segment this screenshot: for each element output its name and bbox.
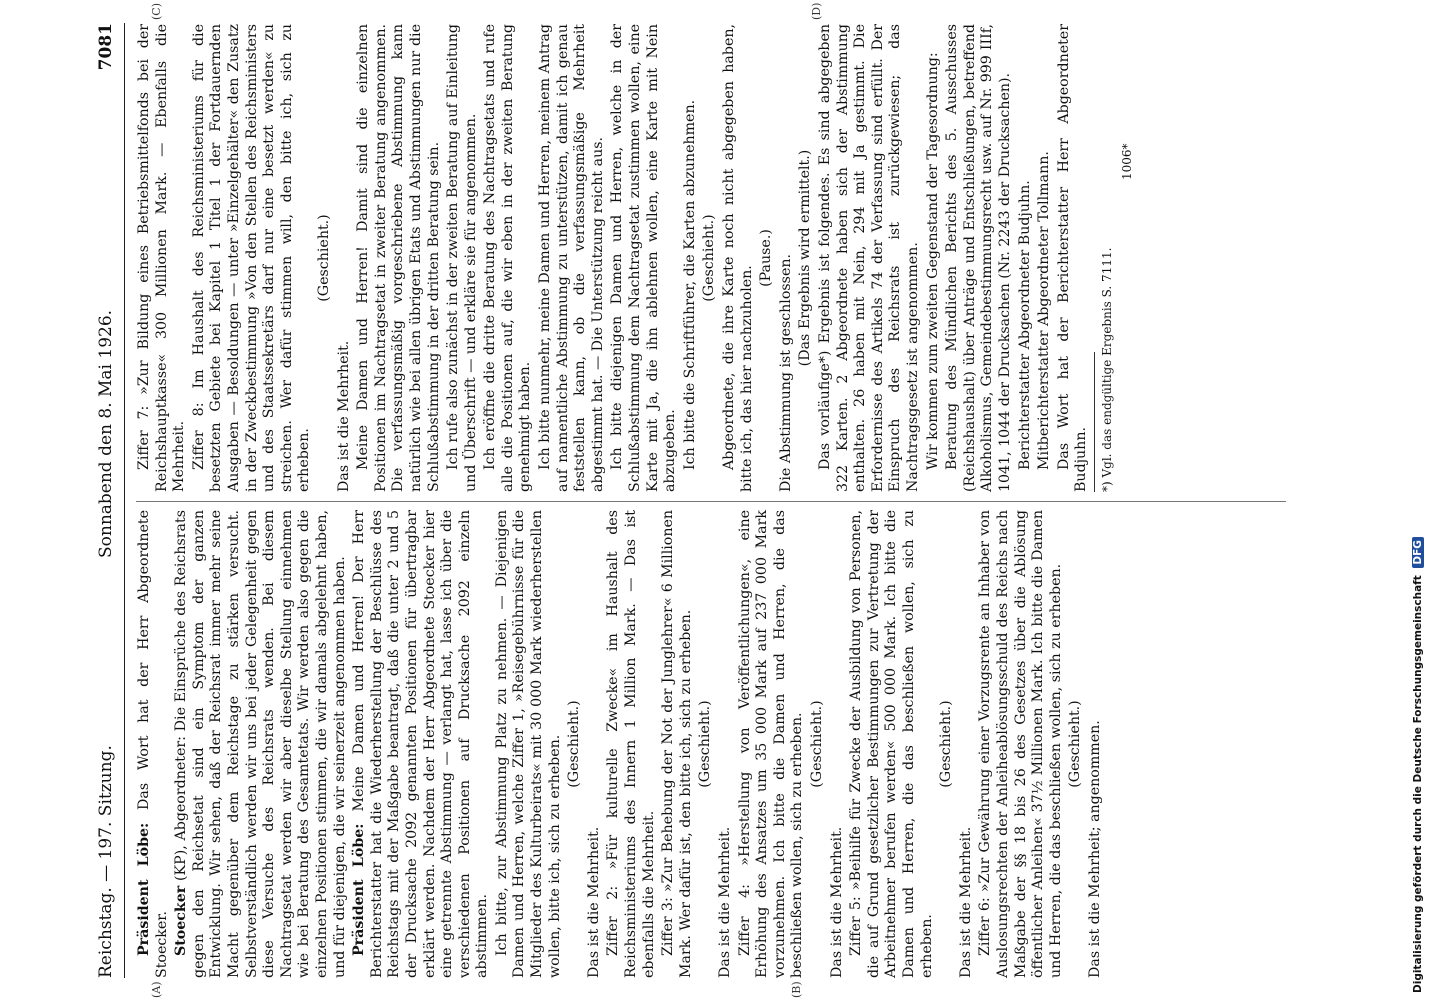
left-column-paragraph	[697, 510, 715, 978]
right-column-paragraph	[682, 24, 700, 492]
paragraph-text: (Geschieht.)	[701, 214, 718, 302]
right-column-paragraph	[721, 24, 756, 492]
paragraph-text: (Pause.)	[758, 229, 775, 287]
right-column-paragraph	[537, 24, 607, 492]
paragraph-text: Wir kommen zum zweiten Gegenstand der Tagesordnung:	[924, 52, 941, 470]
paragraph-text: (Das Ergebnis wird ermittelt.)	[797, 149, 814, 367]
left-column-paragraph	[809, 510, 827, 978]
right-column	[136, 24, 1093, 492]
paragraph-text: Ich eröffne die dritte Beratung des Nachtragsetats und rufe alle die Positionen auf, die wir eben in der zweiten Beratung genehmigt haben.	[482, 24, 534, 492]
paragraph-text: Das ist die Mehrheit.	[828, 826, 845, 978]
left-column-paragraph	[977, 510, 1065, 978]
paragraph-text: Mitberichterstatter Abgeordneter Tollmann.	[1036, 151, 1053, 470]
paragraph-text: Ich bitte die Schriftführer, die Karten abzunehmen.	[681, 99, 698, 470]
paragraph-text: (Geschieht.)	[808, 700, 825, 788]
speaker-name: Präsident Löbe:	[136, 822, 152, 956]
paragraph-text: Das ist die Mehrheit.	[957, 826, 974, 978]
column-separator	[136, 501, 1286, 502]
header-center: Sonnabend den 8. Mai 1926.	[96, 309, 116, 558]
paragraph-text: Ich rufe also zunächst in der zweiten Beratung auf Einleitung und Überschrift — und erkläre sie für angenommen.	[445, 24, 479, 492]
margin-mark-d: (D)	[810, 2, 823, 20]
dfg-logo: DFG	[1412, 537, 1424, 568]
right-column-paragraph	[778, 24, 796, 492]
speaker-name: Präsident Löbe:	[351, 823, 368, 956]
paragraph-text: Ziffer 5: »Beihilfe für Zwecke der Ausbildung von Personen, die auf Grund gesetzlicher Bestimmungen zur Vertretung der Arbeitnehmer berufen werden« 500 000 Mark. Ich bitte die Damen und Herren, die das beschließen wollen, sich zu erheben.	[848, 510, 935, 978]
paragraph-text: Berichterstatter Abgeordneter Budjuhn.	[1016, 180, 1033, 470]
right-column-paragraph	[482, 24, 535, 492]
paragraph-text: Ziffer 7: »Zur Bildung eines Betriebsmittelfonds bei der Reichshauptkasse« 300 Millionen Mark. — Ebenfalls die Mehrheit.	[136, 24, 188, 492]
page-header	[90, 23, 124, 978]
paragraph-text: Meine Damen und Herren! Der Herr Berichterstatter hat die Wiederherstellung der Beschlüsse des Reichstags mit der Maßgabe beantragt, daß die unter 2 und 5 der Drucksache 2092 genannten Positionen für übertragbar erklärt werden. Nachdem der Herr Abgeordnete Stoecker hier eine getrennte Abstimmung — verlangt hat, lasse ich über die verschiedenen Positionen auf Drucksache 2092 einzeln abstimmen.	[351, 509, 491, 978]
footnote-rule	[1094, 352, 1095, 492]
right-column-paragraph	[336, 24, 354, 492]
paragraph-text: Ich bitte diejenigen Damen und Herren, welche in der Schlußabstimmung dem Nachtragsetat zustimmen wollen, eine Karte mit Ja, die ihn ablehnen wollen, eine Karte mit Nein abzugeben.	[609, 24, 679, 492]
margin-mark-a: (A)	[150, 981, 163, 998]
right-column-paragraph	[355, 24, 443, 492]
right-column-paragraph	[758, 24, 776, 492]
signature-mark: 1006*	[1120, 143, 1134, 180]
left-column-paragraph	[1087, 510, 1105, 978]
left-column-paragraph	[566, 510, 584, 978]
paragraph-text: Ich bitte nunmehr, meine Damen und Herren, meinem Antrag auf namentliche Abstimmung zu unterstützen, damit ich genau feststellen kann, ob die verfassungsmäßige Mehrheit abgestimmt hat. — Die Unterstützung reicht aus.	[537, 24, 606, 492]
rotated-page	[90, 0, 1410, 1000]
paragraph-text: Beratung des Mündlichen Berichts des 5. Ausschusses (Reichshaushalt) über Anträge und Entschließungen, betreffend Alkoholismus, Gemeindebestimmungsrecht usw. auf Nr. 999 IIIf, 1041, 1044 der Drucksachen (Nr. 2243 der Drucksachen).	[944, 24, 1013, 492]
right-column-paragraph	[445, 24, 480, 492]
left-column-paragraph	[586, 510, 604, 978]
left-column-paragraph	[958, 510, 976, 978]
dfg-side-note	[1412, 8, 1428, 993]
paragraph-text: Abgeordnete, die ihre Karte noch nicht abgegeben haben, bitte ich, das hier nachzuholen.	[721, 24, 755, 492]
paragraph-text: Die Abstimmung ist geschlossen.	[777, 254, 794, 492]
page-number: 7081	[96, 23, 116, 71]
paragraph-text: Das ist die Mehrheit; angenommen.	[1086, 720, 1103, 978]
speaker-name: Stoecker	[173, 885, 190, 956]
paragraph-text: Ziffer 3: »Zur Behebung der Not der Junglehrer« 6 Millionen Mark. Wer dafür ist, den bitte ich, sich zu erheben.	[660, 510, 694, 978]
paragraph-text: Meine Damen und Herren! Damit sind die einzelnen Positionen im Nachtragsetat in zweiter Beratung angenommen. Die verfassungsmäßig vorgeschriebene Abstimmung kann natürlich wie bei allen übrigen Etats und Abstimmungen nur die Schlußabstimmung in der dritten Beratung sein.	[355, 24, 442, 492]
header-rule	[124, 23, 125, 978]
margin-mark-c: (C)	[150, 3, 163, 20]
left-column-paragraph	[848, 510, 936, 978]
left-column-paragraph	[494, 510, 564, 978]
right-column-paragraph	[797, 24, 815, 492]
left-column-paragraph	[136, 510, 171, 978]
right-column-paragraph	[701, 24, 719, 492]
paragraph-text: Ziffer 2: »Für kulturelle Zwecke« im Haushalt des Reichsministeriums des Innern 1 Million Mark. — Das ist ebenfalls die Mehrheit.	[605, 510, 657, 978]
right-column-paragraph	[316, 24, 334, 492]
paragraph-text: Das ist die Mehrheit.	[335, 340, 352, 492]
paragraph-text: Das Wort hat der Berichterstatter Herr Abgeordneter Budjuhn.	[1055, 24, 1090, 492]
left-column-paragraph	[737, 510, 807, 978]
right-column-paragraph	[1056, 24, 1091, 492]
right-column-paragraph	[136, 24, 189, 492]
paragraph-text: Das Wort hat der Herr Abgeordnete Stoecker.	[136, 510, 170, 978]
paragraph-text: (Geschieht.)	[697, 700, 714, 788]
left-column-paragraph	[938, 510, 956, 978]
footnote: *) Vgl. das endgültige Ergebnis S. 7111.	[1100, 247, 1114, 492]
right-column-paragraph	[817, 24, 923, 492]
right-column-paragraph	[1036, 24, 1054, 492]
right-column-paragraph	[944, 24, 1014, 492]
paragraph-text: Ziffer 8: Im Haushalt des Reichsministeriums für die besetzten Gebiete bei Kapitel 1 Titel 1 der Fortdauernden Ausgaben — Besoldungen — unter »Einzelgehälter« den Zusatz in der Zweckbestimmung »Von den Stellen des Reichsministers und des Staatssekretärs darf nur eine besetzt werden« zu streichen. Wer dafür stimmen will, den bitte ich, sich zu erheben.	[190, 24, 313, 492]
paragraph-text: (Geschieht.)	[938, 700, 955, 788]
left-column-paragraph	[605, 510, 658, 978]
right-column-paragraph	[191, 24, 314, 492]
paragraph-text: Ich bitte, zur Abstimmung Platz zu nehmen. — Diejenigen Damen und Herren, welche Ziffer 1, »Reisegebührnisse für die Mitglieder des Kulturbeirats« mit 30 000 Mark wiederherstellen wollen, bitte ich, sich zu erheben.	[493, 510, 563, 978]
paragraph-text: (Geschieht.)	[566, 700, 583, 788]
paragraph-text: (Geschieht.)	[315, 214, 332, 302]
paragraph-text: Ziffer 4: »Herstellung von Veröffentlichungen«, eine Erhöhung des Ansatzes um 35 000 Mark auf 237 000 Mark vorzunehmen. Ich bitte die Damen und Herren, die das beschließen wollen, sich zu erheben.	[736, 510, 806, 978]
right-column-paragraph	[609, 24, 679, 492]
right-column-paragraph	[925, 24, 943, 492]
left-column-paragraph	[1067, 510, 1085, 978]
paragraph-text: Das ist die Mehrheit.	[717, 826, 733, 978]
left-column	[136, 510, 1106, 978]
paragraph-text: Das ist die Mehrheit.	[585, 826, 602, 978]
paragraph-text: (KP), Abgeordneter: Die Einsprüche des Reichsrats gegen den Reichsetat sind ein Symptom der ganzen Entwicklung. Wir sehen, daß der Reichsrat immer mehr seine Macht gegenüber dem Reichstage zu stärken versucht. Selbstverständlich werden wir uns bei jeder Gelegenheit gegen diese Versuche des Reichsrats wenden. Bei diesem Nachtragsetat werden wir aber dieselbe Stellung einnehmen wie bei Beratung des Gesamtetats. Wir werden also gegen die einzelnen Positionen stimmen, die wir damals abgelehnt haben, und für diejenigen, die wir seinerzeit angenommen haben.	[173, 510, 348, 978]
left-column-paragraph	[173, 510, 349, 978]
paragraph-text: Ziffer 6: »Zur Gewährung einer Vorzugsrente an Inhaber von Auslosungsrechten der Anleiheablösungsschuld des Reichs nach Maßgabe der §§ 18 bis 26 des Gesetzes über die Ablösung öffentlicher Anleihen« 37½ Millionen Mark. Ich bitte die Damen und Herren, die das beschließen wollen, sich zu erheben.	[977, 510, 1064, 978]
margin-mark-b: (B)	[790, 981, 803, 998]
paragraph-text: (Geschieht.)	[1067, 700, 1084, 788]
left-column-paragraph	[829, 510, 847, 978]
header-left: Reichstag. — 197. Sitzung.	[96, 745, 116, 978]
left-column-paragraph	[660, 510, 695, 978]
left-column-paragraph	[351, 510, 492, 978]
side-note-text: Digitalisierung gefördert durch die Deutsche Forschungsgemeinschaft	[1412, 575, 1424, 993]
right-column-paragraph	[1017, 24, 1035, 492]
left-column-paragraph	[717, 510, 735, 978]
paragraph-text: Das vorläufige*) Ergebnis ist folgendes. Es sind abgegeben 322 Karten. 2 Abgeordnete haben sich der Abstimmung enthalten. 26 haben mit Nein, 294 mit Ja gestimmt. Die Erfordernisse des Artikels 74 der Verfassung sind erfüllt. Der Einspruch des Reichsrats ist zurückgewiesen; das Nachtragsgesetz ist angenommen.	[816, 24, 921, 492]
